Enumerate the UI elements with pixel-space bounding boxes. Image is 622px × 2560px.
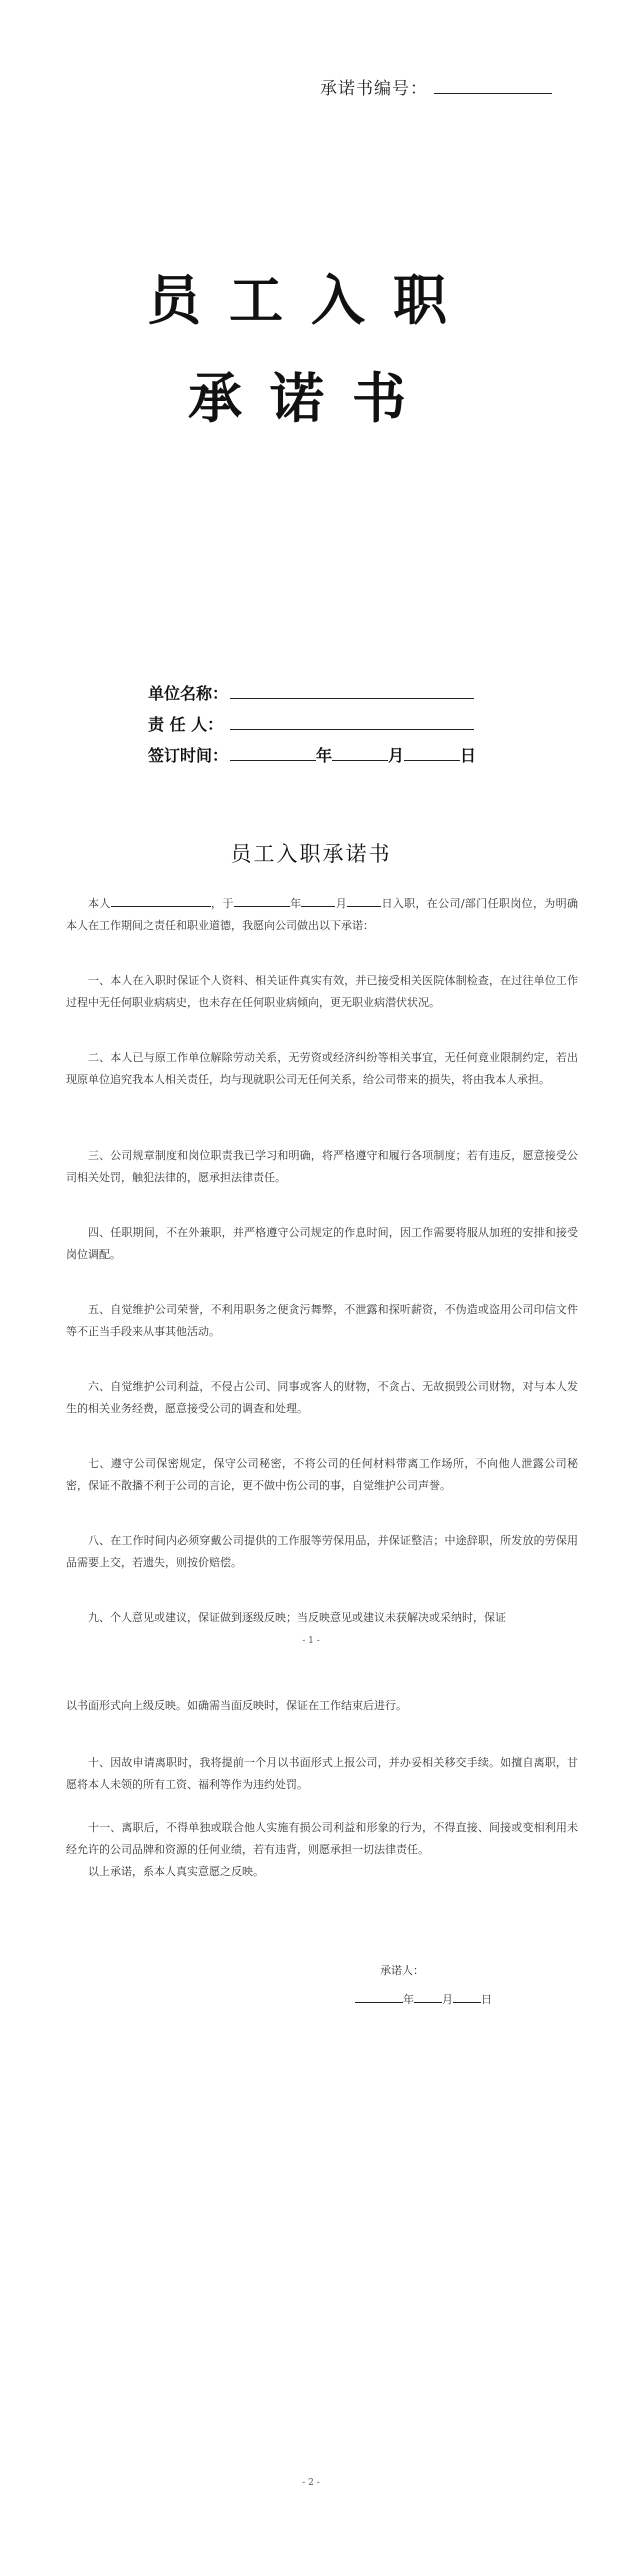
item-3: 三、公司规章制度和岗位职责我已学习和明确，将严格遵守和履行各项制度；若有违反，愿意接受公司相关处罚，触犯法律的，愿承担法律责任。 (66, 1149, 578, 1184)
responsible-person-label: 责 任 人： (148, 715, 224, 734)
signature-date-row (355, 1991, 492, 2007)
sign-date-month: 月 (388, 746, 405, 765)
commitment-number-label: 承诺书编号： (320, 79, 428, 99)
item-10: 十、因故申请离职时，我将提前一个月以书面形式上报公司，并办妥相关移交手续。如擅自离职，甘愿将本人未领的所有工资、福利等作为违约处罚。 (66, 1756, 578, 1791)
responsible-person-row (148, 712, 474, 735)
item-4: 四、任职期间，不在外兼职，并严格遵守公司规定的作息时间，因工作需要将服从加班的安排和接受岗位调配。 (66, 1226, 578, 1261)
cover-title-line1: 员工入职 (147, 269, 475, 332)
unit-name-label: 单位名称： (148, 684, 229, 703)
page-number-1: - 1 - (302, 1636, 320, 1646)
signature-day: 日 (481, 1993, 492, 2006)
responsible-person-blank (230, 713, 474, 730)
item-2: 二、本人已与原工作单位解除劳动关系，无劳资或经济纠纷等相关事宜，无任何竟业限制约定，若出现原单位追究我本人相关责任，均与现就职公司无任何关系，给公司带来的损失，将由我本人承担。 (66, 1051, 578, 1086)
item-1: 一、本人在入职时保证个人资料、相关证件真实有效，并已接受相关医院体制检查，在过往单位工作过程中无任何职业病病史，也未存在任何职业病倾向，更无职业病潜伏状况。 (66, 974, 578, 1009)
page-number-2: - 2 - (302, 2478, 320, 2488)
commitment-number (320, 74, 552, 99)
sign-date-row (148, 743, 476, 766)
item-8: 八、在工作时间内必须穿戴公司提供的工作服等劳保用品，并保证整洁；中途辞职，所发放的劳保用品需要上交，若遗失，则按价赔偿。 (66, 1534, 578, 1569)
signature-year: 年 (403, 1993, 414, 2006)
item-6: 六、自觉维护公司利益，不侵占公司、同事或客人的财物，不贪占、无故损毁公司财物，对与本人发生的相关业务经费，愿意接受公司的调查和处理。 (66, 1380, 578, 1415)
item-9-continuation: 以书面形式向上级反映。如确需当面反映时，保证在工作结束后进行。 (66, 1699, 407, 1712)
sign-date-day: 日 (460, 746, 477, 765)
closing-statement: 以上承诺，系本人真实意愿之反映。 (88, 1865, 264, 1878)
item-9: 九、个人意见或建议，保证做到逐级反映；当反映意见或建议未获解决或采纳时，保证 (88, 1611, 506, 1624)
unit-name-row (148, 681, 474, 704)
signature-label: 承诺人： (380, 1964, 424, 1977)
commitment-number-blank (434, 77, 552, 94)
item-11: 十一、离职后，不得单独或联合他人实施有损公司利益和形象的行为，不得直接、间接或变相利用未经允许的公司品牌和资源的任何业绩，若有违背，则愿承担一切法律责任。 (66, 1821, 578, 1856)
sign-date-year: 年 (316, 746, 333, 765)
unit-name-blank (230, 682, 474, 699)
cover-title-line2: 承诺书 (188, 367, 434, 430)
sign-date-label: 签订时间： (148, 746, 229, 765)
item-5: 五、自觉维护公司荣誉，不利用职务之便贪污舞弊，不泄露和探听薪资，不伪造或盗用公司印信文件等不正当手段来从事其他活动。 (66, 1303, 578, 1338)
item-7: 七、遵守公司保密规定，保守公司秘密，不将公司的任何材料带离工作场所，不向他人泄露公司秘密，保证不散播不利于公司的言论，更不做中伤公司的事，自觉维护公司声誉。 (66, 1457, 578, 1492)
document-title: 员工入职承诺书 (230, 842, 392, 866)
signature-month: 月 (442, 1993, 453, 2006)
intro-paragraph: 本人 ，于 年 月 日入职，在公司/部门任职岗位，为明确本人在工作期间之责任和职业道德，我愿向公司做出以下承诺： (66, 897, 578, 932)
